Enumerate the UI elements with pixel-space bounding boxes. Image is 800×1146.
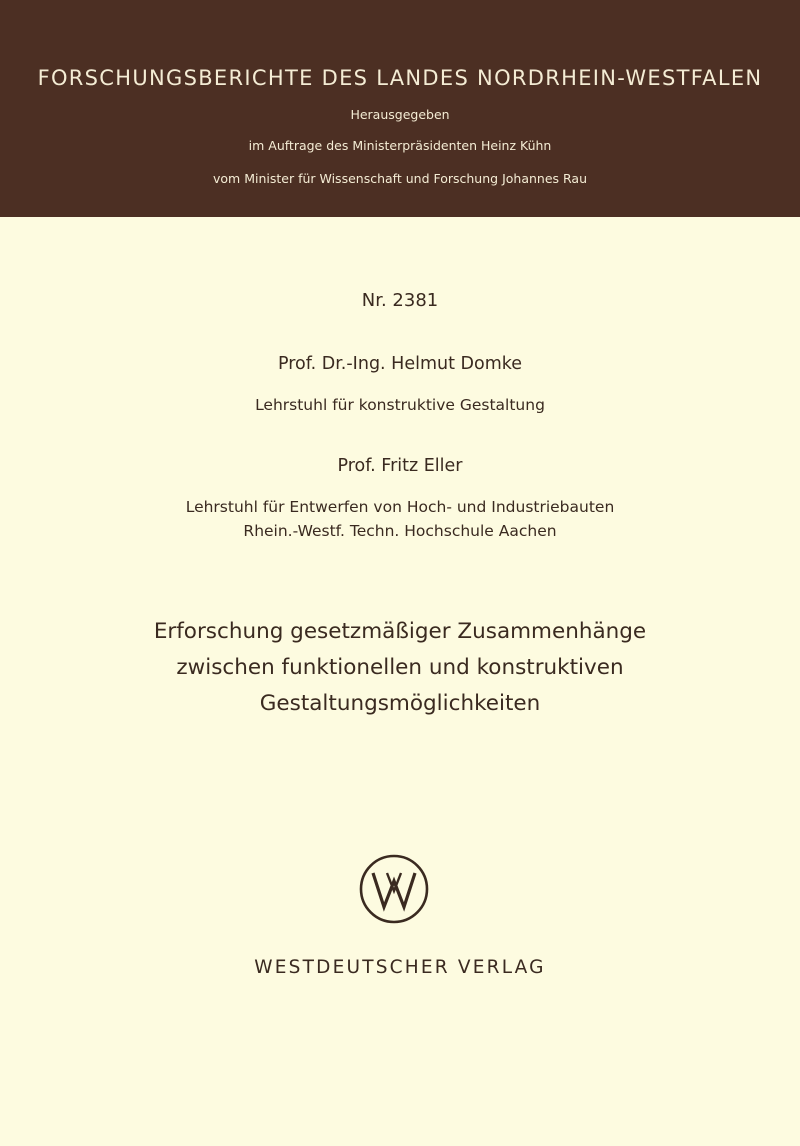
editor-line-2: im Auftrage des Ministerpräsidenten Heinz Kühn — [248, 138, 552, 153]
series-title: FORSCHUNGSBERICHTE DES LANDES NORDRHEIN-WESTFALEN — [37, 66, 763, 90]
editor-line-1: Herausgegeben — [350, 107, 450, 122]
wv-monogram-icon — [359, 854, 429, 924]
report-number: Nr. 2381 — [361, 290, 439, 311]
author-affiliation-2a: Lehrstuhl für Entwerfen von Hoch- und Industriebauten — [185, 498, 615, 516]
editor-line-3: vom Minister für Wissenschaft und Forschung Johannes Rau — [213, 171, 587, 186]
book-title-line-3: Gestaltungsmöglichkeiten — [259, 691, 541, 716]
book-title-line-1: Erforschung gesetzmäßiger Zusammenhänge — [153, 619, 647, 644]
author-name-1: Prof. Dr.-Ing. Helmut Domke — [277, 354, 523, 374]
author-affiliation-1: Lehrstuhl für konstruktive Gestaltung — [255, 396, 545, 414]
author-name-2: Prof. Fritz Eller — [337, 456, 463, 476]
author-affiliation-2b: Rhein.-Westf. Techn. Hochschule Aachen — [243, 522, 557, 540]
book-title — [0, 614, 800, 722]
book-title-line-2: zwischen funktionellen und konstruktiven — [176, 655, 624, 680]
header-banner — [0, 0, 800, 217]
publisher-name: WESTDEUTSCHER VERLAG — [254, 957, 546, 978]
